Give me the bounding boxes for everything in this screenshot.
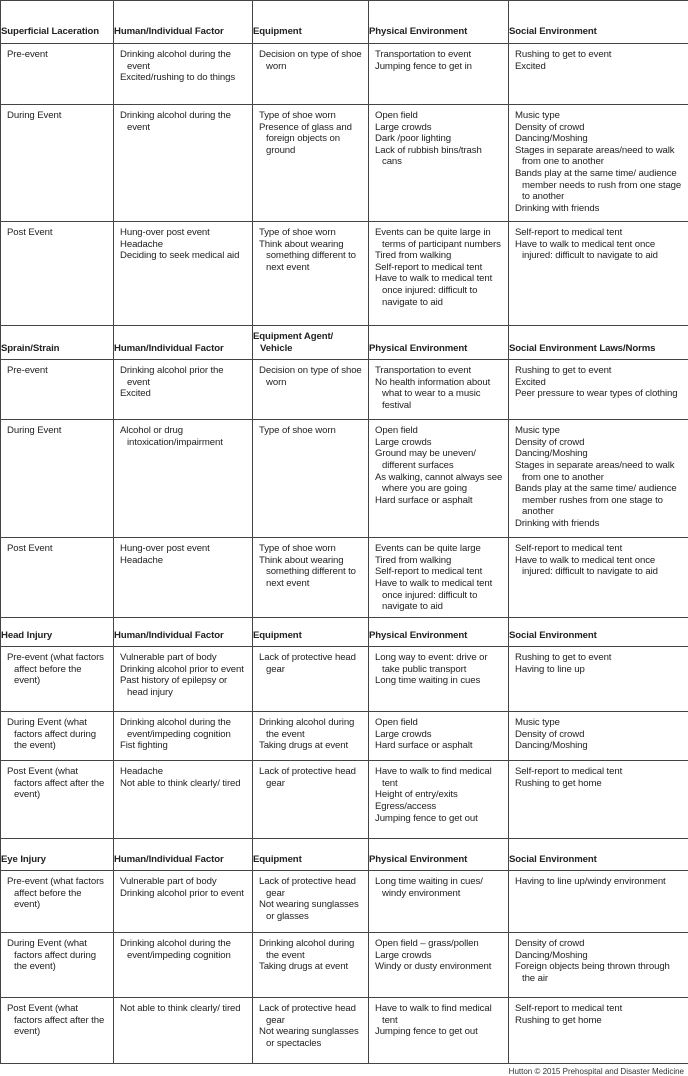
factor-column-header: Physical Environment	[369, 618, 509, 647]
table-row	[1, 998, 688, 1064]
factor-item: Hard surface or asphalt	[375, 495, 503, 507]
factor-item: Long time waiting in cues/ windy environment	[375, 876, 503, 899]
factor-item: Density of crowd	[515, 729, 683, 741]
factor-item: Decision on type of shoe worn	[259, 365, 363, 388]
factor-item: Music type	[515, 717, 683, 729]
factor-item: Drinking alcohol during the event	[120, 49, 247, 72]
section-header-row	[1, 839, 688, 871]
factor-item: Type of shoe worn	[259, 110, 363, 122]
factor-cell	[253, 647, 369, 712]
factor-cell	[509, 647, 688, 712]
factor-item: Excited	[515, 377, 683, 389]
factor-cell	[114, 420, 253, 538]
factor-cell	[509, 761, 688, 839]
factor-item: Having to line up/windy environment	[515, 876, 683, 888]
factor-item: Egress/access	[375, 801, 503, 813]
factor-cell	[114, 761, 253, 839]
factor-item: Dancing/Moshing	[515, 448, 683, 460]
factor-item: Have to walk to medical tent once injured: difficult to navigate to aid	[515, 555, 683, 578]
factor-item: Hung-over post event	[120, 227, 247, 239]
phase-label: Pre-event (what factors affect before the event)	[7, 652, 108, 687]
factor-column-header: Physical Environment	[369, 1, 509, 44]
factor-item: Headache	[120, 239, 247, 251]
factor-item: Not wearing sunglasses or spectacles	[259, 1026, 363, 1049]
table-row	[1, 712, 688, 761]
factor-cell	[509, 44, 688, 105]
factor-item: Rushing to get to event	[515, 652, 683, 664]
factor-cell	[253, 420, 369, 538]
factor-cell	[509, 933, 688, 998]
phase-cell	[1, 761, 114, 839]
table-row	[1, 871, 688, 933]
factor-item: Large crowds	[375, 122, 503, 134]
factor-item: Lack of protective head gear	[259, 876, 363, 899]
factor-cell	[509, 998, 688, 1064]
factor-item: Type of shoe worn	[259, 543, 363, 555]
factor-column-header: Social Environment	[509, 618, 688, 647]
factor-column-header: Equipment	[253, 618, 369, 647]
factor-item: Deciding to seek medical aid	[120, 250, 247, 262]
factor-item: Drinking with friends	[515, 203, 683, 215]
factor-cell	[253, 105, 369, 222]
factor-cell	[369, 360, 509, 420]
factor-item: Bands play at the same time/ audience member rushes from one stage to another	[515, 483, 683, 518]
factor-item: Rushing to get to event	[515, 365, 683, 377]
factor-item: Think about wearing something different to next event	[259, 239, 363, 274]
phase-cell	[1, 647, 114, 712]
phase-cell	[1, 105, 114, 222]
factor-item: Dark /poor lighting	[375, 133, 503, 145]
table-row	[1, 105, 688, 222]
factor-item: Stages in separate areas/need to walk from one to another	[515, 145, 683, 168]
factor-item: Not wearing sunglasses or glasses	[259, 899, 363, 922]
factor-item: Rushing to get home	[515, 1015, 683, 1027]
factor-item: Fist fighting	[120, 740, 247, 752]
factor-cell	[369, 933, 509, 998]
factor-item: Taking drugs at event	[259, 740, 363, 752]
factor-item: Hard surface or asphalt	[375, 740, 503, 752]
phase-cell	[1, 420, 114, 538]
factor-item: Jumping fence to get out	[375, 813, 503, 825]
factor-item: Having to line up	[515, 664, 683, 676]
factor-column-header: Social Environment Laws/Norms	[509, 326, 688, 360]
factor-column-header: Human/Individual Factor	[114, 618, 253, 647]
phase-cell	[1, 712, 114, 761]
factor-cell	[253, 933, 369, 998]
factor-item: Rushing to get home	[515, 778, 683, 790]
factor-item: Have to walk to find medical tent	[375, 1003, 503, 1026]
factor-item: Events can be quite large in terms of participant numbers	[375, 227, 503, 250]
section-header-row	[1, 1, 688, 44]
factor-item: Decision on type of shoe worn	[259, 49, 363, 72]
factor-item: Self-report to medical tent	[375, 566, 503, 578]
phase-label: Pre-event	[7, 365, 108, 377]
section-header-row	[1, 326, 688, 360]
factor-item: Headache	[120, 555, 247, 567]
factor-item: Drinking with friends	[515, 518, 683, 530]
factor-item: Self-report to medical tent	[515, 543, 683, 555]
factor-cell	[114, 933, 253, 998]
factor-item: Have to walk to medical tent once injured: difficult to navigate to aid	[375, 273, 503, 308]
factor-cell	[369, 712, 509, 761]
phase-label: Post Event (what factors affect after the event)	[7, 766, 108, 801]
factor-cell	[114, 998, 253, 1064]
factor-item: Open field – grass/pollen	[375, 938, 503, 950]
phase-cell	[1, 44, 114, 105]
factor-cell	[509, 222, 688, 326]
table-row	[1, 44, 688, 105]
factor-item: Jumping fence to get out	[375, 1026, 503, 1038]
factor-cell	[369, 420, 509, 538]
factor-item: Lack of protective head gear	[259, 766, 363, 789]
factor-item: Ground may be uneven/ different surfaces	[375, 448, 503, 471]
phase-label: Pre-event	[7, 49, 108, 61]
factor-item: Lack of protective head gear	[259, 1003, 363, 1026]
factor-cell	[114, 44, 253, 105]
factor-column-header: Equipment	[253, 1, 369, 44]
factor-item: Excited/rushing to do things	[120, 72, 247, 84]
factor-item: Taking drugs at event	[259, 961, 363, 973]
factor-item: Stages in separate areas/need to walk from one to another	[515, 460, 683, 483]
factor-cell	[114, 105, 253, 222]
factor-cell	[369, 105, 509, 222]
factor-column-header: Human/Individual Factor	[114, 1, 253, 44]
table-row	[1, 420, 688, 538]
factor-item: Vulnerable part of body	[120, 876, 247, 888]
factor-item: Tired from walking	[375, 555, 503, 567]
factor-column-header: Physical Environment	[369, 326, 509, 360]
factor-item: Peer pressure to wear types of clothing	[515, 388, 683, 400]
phase-label: Post Event	[7, 227, 108, 239]
factor-column-header: Equipment Agent/ Vehicle	[253, 326, 369, 360]
factor-cell	[114, 871, 253, 933]
factor-item: Type of shoe worn	[259, 425, 363, 437]
factor-item: Presence of glass and foreign objects on ground	[259, 122, 363, 157]
factor-item: Drinking alcohol prior to event	[120, 888, 247, 900]
phase-cell	[1, 360, 114, 420]
injury-type-header: Superficial Laceration	[1, 1, 114, 44]
factor-column-header: Human/Individual Factor	[114, 326, 253, 360]
factor-item: Have to walk to medical tent once injured: difficult to navigate to aid	[515, 239, 683, 262]
factor-item: Large crowds	[375, 437, 503, 449]
factor-cell	[253, 998, 369, 1064]
factor-item: Events can be quite large	[375, 543, 503, 555]
factor-cell	[369, 998, 509, 1064]
factor-item: Lack of rubbish bins/trash cans	[375, 145, 503, 168]
phase-cell	[1, 222, 114, 326]
phase-label: During Event (what factors affect during the event)	[7, 938, 108, 973]
phase-cell	[1, 538, 114, 618]
factor-cell	[253, 360, 369, 420]
factor-item: Music type	[515, 425, 683, 437]
factor-cell	[253, 44, 369, 105]
factor-item: Not able to think clearly/ tired	[120, 778, 247, 790]
factor-cell	[114, 712, 253, 761]
factor-item: Have to walk to find medical tent	[375, 766, 503, 789]
factor-cell	[369, 538, 509, 618]
factor-column-header: Physical Environment	[369, 839, 509, 871]
phase-cell	[1, 871, 114, 933]
section-header-row	[1, 618, 688, 647]
factor-cell	[369, 44, 509, 105]
factor-item: Drinking alcohol during the event/impeding cognition	[120, 717, 247, 740]
phase-label: During Event	[7, 110, 108, 122]
factor-item: Alcohol or drug intoxication/impairment	[120, 425, 247, 448]
factor-item: Drinking alcohol during the event/impeding cognition	[120, 938, 247, 961]
factor-item: Music type	[515, 110, 683, 122]
factor-item: Excited	[120, 388, 247, 400]
factor-item: Height of entry/exits	[375, 789, 503, 801]
factor-item: Have to walk to medical tent once injured: difficult to navigate to aid	[375, 578, 503, 613]
factor-cell	[114, 360, 253, 420]
factor-cell	[253, 538, 369, 618]
factor-item: Windy or dusty environment	[375, 961, 503, 973]
table-row	[1, 761, 688, 839]
factor-item: Drinking alcohol prior the event	[120, 365, 247, 388]
factor-item: Drinking alcohol during the event	[259, 717, 363, 740]
table-row	[1, 933, 688, 998]
factor-item: Self-report to medical tent	[515, 227, 683, 239]
factor-item: Excited	[515, 61, 683, 73]
factor-item: Self-report to medical tent	[515, 1003, 683, 1015]
factor-item: Transportation to event	[375, 49, 503, 61]
factor-column-header: Equipment	[253, 839, 369, 871]
table-row	[1, 647, 688, 712]
factor-cell	[114, 647, 253, 712]
table-row	[1, 222, 688, 326]
factor-item: Hung-over post event	[120, 543, 247, 555]
table-row	[1, 538, 688, 618]
factor-item: Vulnerable part of body	[120, 652, 247, 664]
factor-item: Foreign objects being thrown through the air	[515, 961, 683, 984]
phase-cell	[1, 933, 114, 998]
factor-column-header: Social Environment	[509, 839, 688, 871]
factor-item: Type of shoe worn	[259, 227, 363, 239]
factor-cell	[253, 222, 369, 326]
factor-item: Long time waiting in cues	[375, 675, 503, 687]
factor-item: Rushing to get to event	[515, 49, 683, 61]
injury-type-header: Sprain/Strain	[1, 326, 114, 360]
injury-type-header: Eye Injury	[1, 839, 114, 871]
factor-item: Open field	[375, 425, 503, 437]
factor-column-header: Social Environment	[509, 1, 688, 44]
factor-item: Drinking alcohol during the event	[120, 110, 247, 133]
factor-cell	[509, 871, 688, 933]
factor-cell	[509, 420, 688, 538]
factor-item: Large crowds	[375, 729, 503, 741]
factor-item: Long way to event: drive or take public transport	[375, 652, 503, 675]
table-row	[1, 360, 688, 420]
factor-item: Tired from walking	[375, 250, 503, 262]
factor-cell	[114, 222, 253, 326]
factor-cell	[369, 761, 509, 839]
factor-item: Open field	[375, 717, 503, 729]
phase-cell	[1, 998, 114, 1064]
factor-item: Large crowds	[375, 950, 503, 962]
factor-cell	[369, 222, 509, 326]
factor-item: Transportation to event	[375, 365, 503, 377]
factor-cell	[253, 761, 369, 839]
factor-item: Open field	[375, 110, 503, 122]
factor-item: Self-report to medical tent	[375, 262, 503, 274]
factor-item: Density of crowd	[515, 122, 683, 134]
copyright-footer: Hutton © 2015 Prehospital and Disaster Medicine	[0, 1064, 688, 1076]
factor-item: No health information about what to wear to a music festival	[375, 377, 503, 412]
phase-label: During Event	[7, 425, 108, 437]
phase-label: During Event (what factors affect during the event)	[7, 717, 108, 752]
factor-cell	[369, 647, 509, 712]
factor-item: Think about wearing something different to next event	[259, 555, 363, 590]
factor-item: Dancing/Moshing	[515, 740, 683, 752]
factor-cell	[509, 538, 688, 618]
factor-cell	[369, 871, 509, 933]
factor-item: Bands play at the same time/ audience member needs to rush from one stage to another	[515, 168, 683, 203]
factor-item: Not able to think clearly/ tired	[120, 1003, 247, 1015]
factor-item: Headache	[120, 766, 247, 778]
injury-type-header: Head Injury	[1, 618, 114, 647]
factor-cell	[114, 538, 253, 618]
factor-cell	[509, 712, 688, 761]
factor-column-header: Human/Individual Factor	[114, 839, 253, 871]
phase-label: Post Event	[7, 543, 108, 555]
factor-item: Density of crowd	[515, 437, 683, 449]
factor-item: Drinking alcohol prior to event	[120, 664, 247, 676]
factor-item: Dancing/Moshing	[515, 950, 683, 962]
factor-item: Dancing/Moshing	[515, 133, 683, 145]
factor-item: Drinking alcohol during the event	[259, 938, 363, 961]
factor-item: Jumping fence to get in	[375, 61, 503, 73]
factor-item: Past history of epilepsy or head injury	[120, 675, 247, 698]
factor-cell	[253, 712, 369, 761]
factor-item: Density of crowd	[515, 938, 683, 950]
phase-label: Post Event (what factors affect after the event)	[7, 1003, 108, 1038]
phase-label: Pre-event (what factors affect before the event)	[7, 876, 108, 911]
factor-cell	[509, 105, 688, 222]
factor-item: Self-report to medical tent	[515, 766, 683, 778]
factor-item: As walking, cannot always see where you are going	[375, 472, 503, 495]
factor-cell	[253, 871, 369, 933]
factor-item: Lack of protective head gear	[259, 652, 363, 675]
factor-cell	[509, 360, 688, 420]
